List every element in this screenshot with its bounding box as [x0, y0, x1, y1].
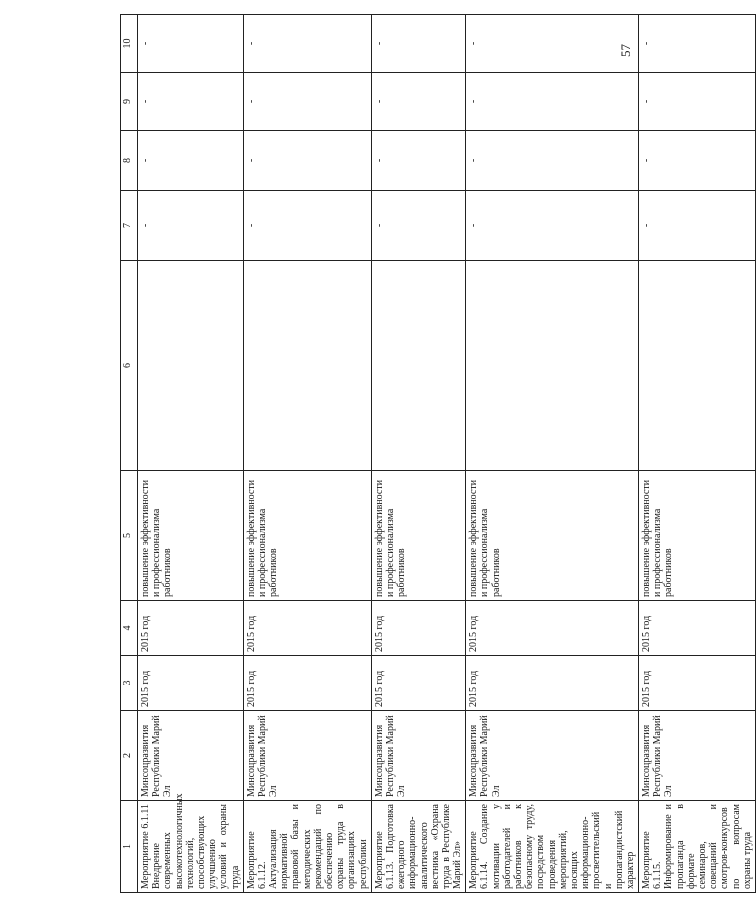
- column-6-cell: [639, 261, 756, 471]
- column-9-cell: -: [466, 73, 639, 131]
- column-10-cell: -: [243, 15, 371, 73]
- column-7-cell: -: [138, 191, 244, 261]
- header-cell-6: 6: [121, 261, 138, 471]
- header-cell-4: 4: [121, 601, 138, 656]
- event-cell: Мероприятие 6.1.11 Внедрение современных высокотехнологичных технологий, способствующих улучшению условий и охраны труда: [138, 801, 244, 893]
- header-cell-3: 3: [121, 656, 138, 711]
- header-cell-10: 10: [121, 15, 138, 73]
- column-7-cell: -: [243, 191, 371, 261]
- column-10-cell: -: [138, 15, 244, 73]
- column-10-cell: -: [639, 15, 756, 73]
- executor-cell: Минсоцразвития Республики Марий Эл: [639, 711, 756, 801]
- column-6-cell: [371, 261, 466, 471]
- expected-result-cell: повышение эффективности и профессионализма работников: [639, 471, 756, 601]
- executor-cell: Минсоцразвития Республики Марий Эл: [371, 711, 466, 801]
- column-8-cell: -: [138, 131, 244, 191]
- column-8-cell: -: [639, 131, 756, 191]
- event-cell: Мероприятие 6.1.13. Подготовка ежегодного информационно-аналитического вестника «Охрана труда в Республике Марий Эл»: [371, 801, 466, 893]
- table-row: [371, 15, 466, 893]
- header-cell-1: 1: [121, 801, 138, 893]
- column-6-cell: [243, 261, 371, 471]
- start-year-cell: 2015 год: [243, 656, 371, 711]
- event-cell: Мероприятие 6.1.12. Актуализация нормативной правовой базы и методических рекомендаций по обеспечению охраны труда в организациях республики: [243, 801, 371, 893]
- column-8-cell: -: [371, 131, 466, 191]
- executor-cell: Минсоцразвития Республики Марий Эл: [138, 711, 244, 801]
- expected-result-cell: повышение эффективности и профессионализма работников: [243, 471, 371, 601]
- column-9-cell: -: [138, 73, 244, 131]
- start-year-cell: 2015 год: [371, 656, 466, 711]
- header-cell-5: 5: [121, 471, 138, 601]
- end-year-cell: 2015 год: [371, 601, 466, 656]
- column-8-cell: -: [466, 131, 639, 191]
- rotated-table-container: [120, 15, 753, 893]
- column-9-cell: -: [639, 73, 756, 131]
- header-cell-8: 8: [121, 131, 138, 191]
- column-10-cell: -: [466, 15, 639, 73]
- column-8-cell: -: [243, 131, 371, 191]
- executor-cell: Минсоцразвития Республики Марий Эл: [243, 711, 371, 801]
- header-cell-9: 9: [121, 73, 138, 131]
- column-6-cell: [466, 261, 639, 471]
- start-year-cell: 2015 год: [639, 656, 756, 711]
- table-row: [466, 15, 639, 893]
- end-year-cell: 2015 год: [138, 601, 244, 656]
- column-10-cell: -: [371, 15, 466, 73]
- end-year-cell: 2015 год: [466, 601, 639, 656]
- table-row: [138, 15, 244, 893]
- column-9-cell: -: [371, 73, 466, 131]
- event-cell: Мероприятие 6.1.15. Информирование и пропаганда в формате семинаров, совещаний и смотров-конкурсов по вопросам охраны труда: [639, 801, 756, 893]
- column-7-cell: -: [639, 191, 756, 261]
- expected-result-cell: повышение эффективности и профессионализма работников: [466, 471, 639, 601]
- column-7-cell: -: [466, 191, 639, 261]
- table-row: [243, 15, 371, 893]
- header-cell-7: 7: [121, 191, 138, 261]
- end-year-cell: 2015 год: [639, 601, 756, 656]
- expected-result-cell: повышение эффективности и профессионализма работников: [138, 471, 244, 601]
- executor-cell: Минсоцразвития Республики Марий Эл: [466, 711, 639, 801]
- column-9-cell: -: [243, 73, 371, 131]
- expected-result-cell: повышение эффективности и профессионализма работников: [371, 471, 466, 601]
- header-cell-2: 2: [121, 711, 138, 801]
- header-row: [121, 15, 138, 893]
- end-year-cell: 2015 год: [243, 601, 371, 656]
- program-measures-table: [120, 14, 756, 893]
- start-year-cell: 2015 год: [466, 656, 639, 711]
- start-year-cell: 2015 год: [138, 656, 244, 711]
- table-row: [639, 15, 756, 893]
- column-7-cell: -: [371, 191, 466, 261]
- event-cell: Мероприятие 6.1.14. Создание мотивации у работодателей и работников к безопасному труду, посредством проведения мероприятий, носящих информационно-просветительский и пропагандистский характер: [466, 801, 639, 893]
- page-number: 57: [618, 44, 633, 57]
- column-6-cell: [138, 261, 244, 471]
